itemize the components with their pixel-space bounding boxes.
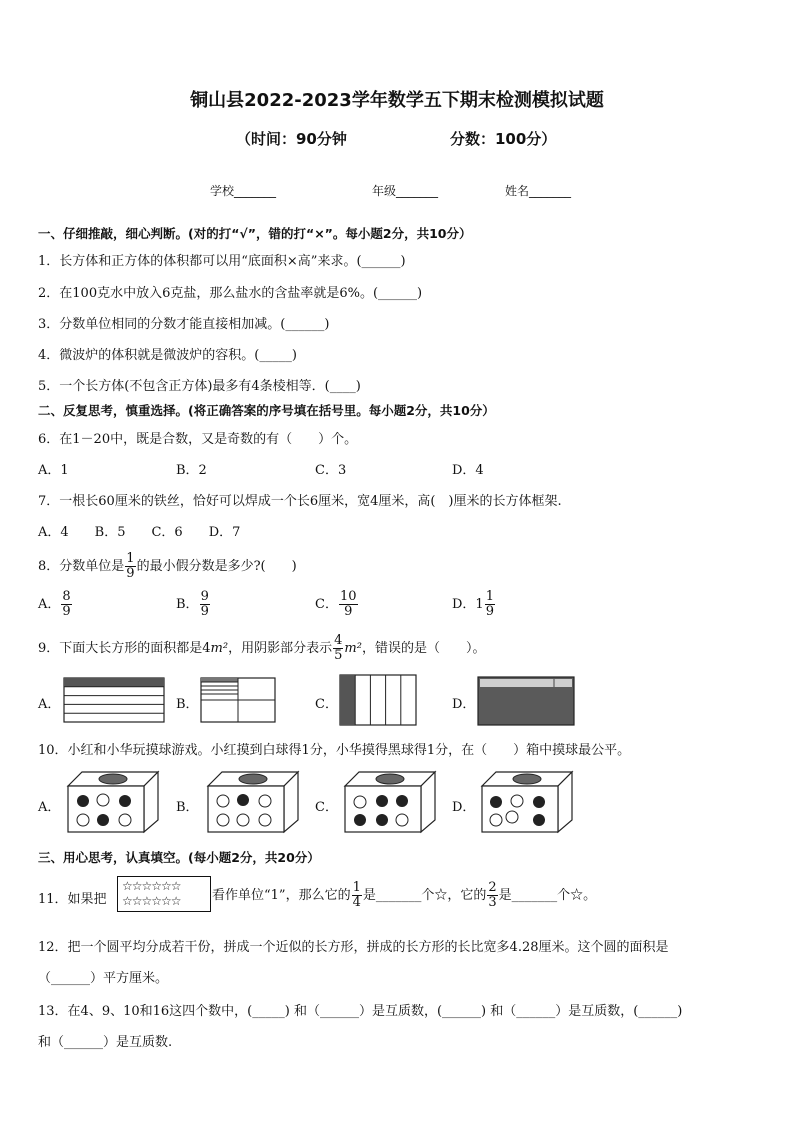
q6-option-d: D．4 xyxy=(452,463,484,478)
section-3-heading: 三、用心思考，认真填空。(每小题2分，共20分） xyxy=(38,850,320,865)
question-10: 10．小红和小华玩摸球游戏。小红摸到白球得1分，小华摸得黑球得1分，在（ ）箱中摸球最公平。 xyxy=(38,743,631,758)
question-11-rest: 看作单位“1”，那么它的 $\frac{1}{4}$ 是_______个☆，它的 $\frac{2}{3}$ 是_______个☆。 xyxy=(212,880,597,910)
question-12-line-1: 12．把一个圆平均分成若干份，拼成一个近似的长方形，拼成的长方形的长比宽多4.28厘米。这个圆的面积是 xyxy=(38,940,669,955)
q9-option-c: C． xyxy=(315,697,338,712)
page-title: 铜山县2022-2023学年数学五下期末检测模拟试题 xyxy=(190,90,604,111)
question-1: 1．长方体和正方体的体积都可以用“底面积×高”来求。(______) xyxy=(38,254,406,269)
question-6: 6．在1－20中，既是合数，又是奇数的有（ ）个。 xyxy=(38,432,358,447)
q9-figure-d xyxy=(478,677,574,725)
q8-option-b: B． $\frac{9}{9}$ xyxy=(176,589,209,619)
q10-box-c xyxy=(345,772,437,834)
question-2: 2．在100克水中放入6克盐，那么盐水的含盐率就是6%。(______) xyxy=(38,286,423,301)
q9-option-b: B． xyxy=(176,697,199,712)
section-1-heading: 一、仔细推敲，细心判断。(对的打“√”，错的打“×”。每小题2分，共10分） xyxy=(38,226,472,241)
school-field: 学校_______ xyxy=(210,184,277,198)
q8-option-c: C． $\frac{10}{9}$ xyxy=(315,589,357,619)
question-13-line-1: 13．在4、9、10和16这四个数中，(_____) 和（______）是互质数，(______) 和（______）是互质数，(______) xyxy=(38,1004,683,1019)
q10-option-d: D． xyxy=(452,800,476,815)
q9-figure-b xyxy=(201,678,275,722)
q10-box-d xyxy=(482,772,574,834)
question-7: 7．一根长60厘米的铁丝，恰好可以焊成一个长6厘米，宽4厘米，高( )厘米的长方体框架. xyxy=(38,494,562,509)
q10-box-a xyxy=(68,772,160,834)
q6-option-a: A．1 xyxy=(38,463,69,478)
q9-figure-c xyxy=(340,675,416,725)
q7-options: A．4 B．5 C．6 D．7 xyxy=(38,525,241,540)
question-12-line-2: （______）平方厘米。 xyxy=(38,971,169,986)
q8-option-d: D．1 $\frac{1}{9}$ xyxy=(452,589,494,619)
q9-unit: m² xyxy=(210,641,229,656)
exam-score: 分数：100分） xyxy=(450,130,557,148)
question-4: 4．微波炉的体积就是微波炉的容积。(_____) xyxy=(38,348,297,363)
question-9: 9．下面大长方形的面积都是4m²，用阴影部分表示 $\frac{4}{5}$ m²，错误的是（ ）。 xyxy=(38,633,486,663)
q9-option-d: D． xyxy=(452,697,476,712)
section-2-heading: 二、反复思考，慎重选择。(将正确答案的序号填在括号里。每小题2分，共10分） xyxy=(38,403,495,418)
question-3: 3．分数单位相同的分数才能直接相加减。(______) xyxy=(38,317,330,332)
q11-fraction-1: $\frac{1}{4}$ xyxy=(352,880,361,910)
q10-box-b xyxy=(208,772,300,834)
q10-option-c: C． xyxy=(315,800,338,815)
q11-fraction-2: $\frac{2}{3}$ xyxy=(488,880,497,910)
exam-time: （时间：90分钟 xyxy=(236,130,347,148)
q10-option-a: A． xyxy=(38,800,61,815)
q8-stem-fraction: $\frac{1}{9}$ xyxy=(126,551,135,581)
q11-stars-row-2: ☆☆☆☆☆☆ xyxy=(122,894,181,908)
q8-stem-post: 的最小假分数是多少?( ) xyxy=(136,559,297,574)
q9-fraction: $\frac{4}{5}$ xyxy=(334,633,343,663)
question-5: 5．一个长方体(不包含正方体)最多有4条棱相等．(____) xyxy=(38,379,361,394)
name-field: 姓名_______ xyxy=(505,184,572,198)
q8-option-a: A． $\frac{8}{9}$ xyxy=(38,589,71,619)
question-11-pre: 11．如果把 xyxy=(38,892,107,907)
q6-option-b: B．2 xyxy=(176,463,207,478)
q10-option-b: B． xyxy=(176,800,199,815)
q11-star-box xyxy=(117,876,211,912)
q6-option-c: C．3 xyxy=(315,463,347,478)
q9-figure-a xyxy=(64,678,164,722)
q9-option-a: A． xyxy=(38,697,61,712)
question-8 xyxy=(38,552,297,581)
q8-stem-pre: 8．分数单位是 xyxy=(38,559,125,574)
q11-stars-row-1: ☆☆☆☆☆☆ xyxy=(122,879,181,893)
grade-field: 年级_______ xyxy=(372,184,439,198)
question-13-line-2: 和（______）是互质数. xyxy=(38,1035,173,1050)
